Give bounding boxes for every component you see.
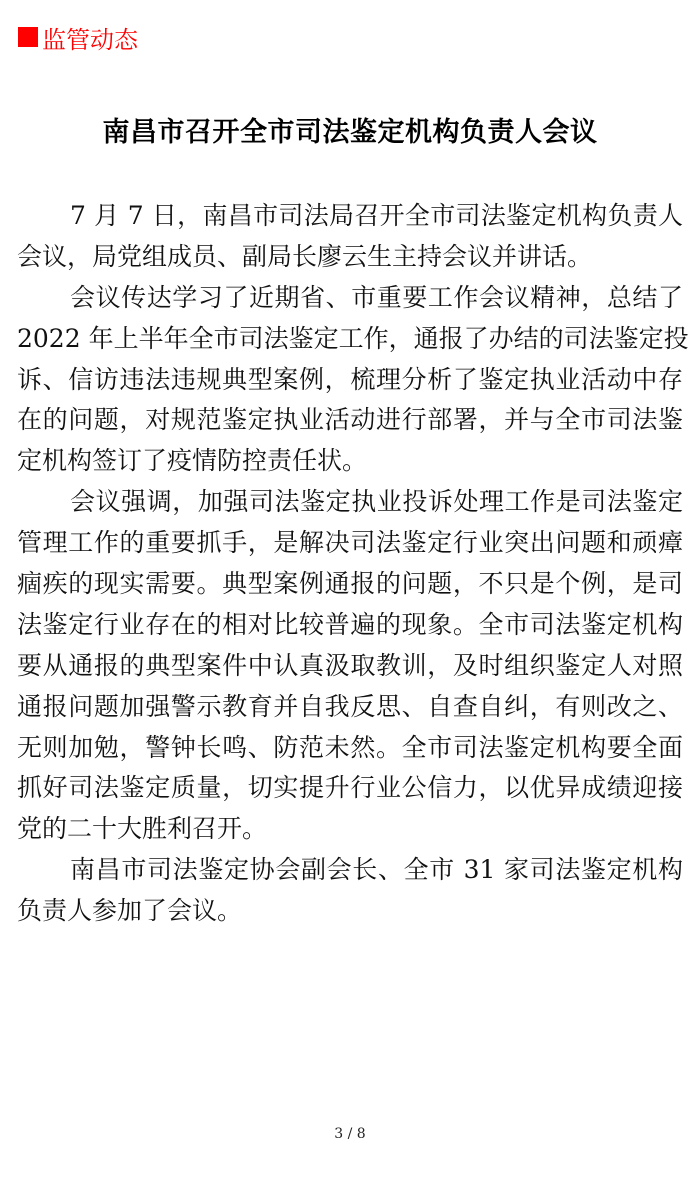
paragraph-2: [17, 278, 689, 482]
text-line: 党的二十大胜利召开。: [17, 814, 268, 844]
text-line: 7 月 7 日，南昌市司法局召开全市司法鉴定机构负责人: [70, 201, 683, 230]
text-line: 负责人参加了会议。: [17, 896, 243, 926]
text-line: 抓好司法鉴定质量，切实提升行业公信力，以优异成绩迎接: [17, 773, 683, 803]
text-line: 会议强调，加强司法鉴定执业投诉处理工作是司法鉴定: [70, 487, 683, 517]
section-label: 监管动态: [42, 25, 138, 54]
text-line: 定机构签订了疫情防控责任状。: [17, 446, 368, 476]
text-line: 在的问题，对规范鉴定执业活动进行部署，并与全市司法鉴: [17, 405, 683, 435]
text-line: 要从通报的典型案件中认真汲取教训，及时组织鉴定人对照: [17, 650, 683, 680]
paragraph-4: [17, 850, 683, 932]
text-line: 诉、信访违法违规典型案例，梳理分析了鉴定执业活动中存: [17, 364, 683, 394]
text-line: 管理工作的重要抓手，是解决司法鉴定行业突出问题和顽瘴: [17, 528, 683, 558]
text-line: 2022 年上半年全市司法鉴定工作，通报了办结的司法鉴定投: [17, 323, 689, 353]
text-line: 痼疾的现实需要。典型案例通报的问题，不只是个例，是司: [17, 569, 683, 599]
text-line: 南昌市司法鉴定协会副会长、全市 31 家司法鉴定机构: [70, 855, 683, 885]
article-title: 南昌市召开全市司法鉴定机构负责人会议: [102, 117, 598, 148]
page-number: 3 / 8: [334, 1126, 366, 1142]
text-line: 法鉴定行业存在的相对比较普遍的现象。全市司法鉴定机构: [17, 609, 683, 639]
paragraph-3: [17, 482, 683, 850]
text-line: 通报问题加强警示教育并自我反思、自查自纠，有则改之、: [17, 691, 683, 721]
text-line: 会议，局党组成员、副局长廖云生主持会议并讲话。: [17, 241, 593, 271]
text-line: 会议传达学习了近期省、市重要工作会议精神，总结了: [70, 282, 683, 312]
red-square-icon: [18, 27, 38, 47]
section-header: [18, 20, 138, 54]
article-body: [17, 196, 689, 932]
paragraph-1: [17, 196, 683, 278]
text-line: 无则加勉，警钟长鸣、防范未然。全市司法鉴定机构要全面: [17, 732, 683, 762]
